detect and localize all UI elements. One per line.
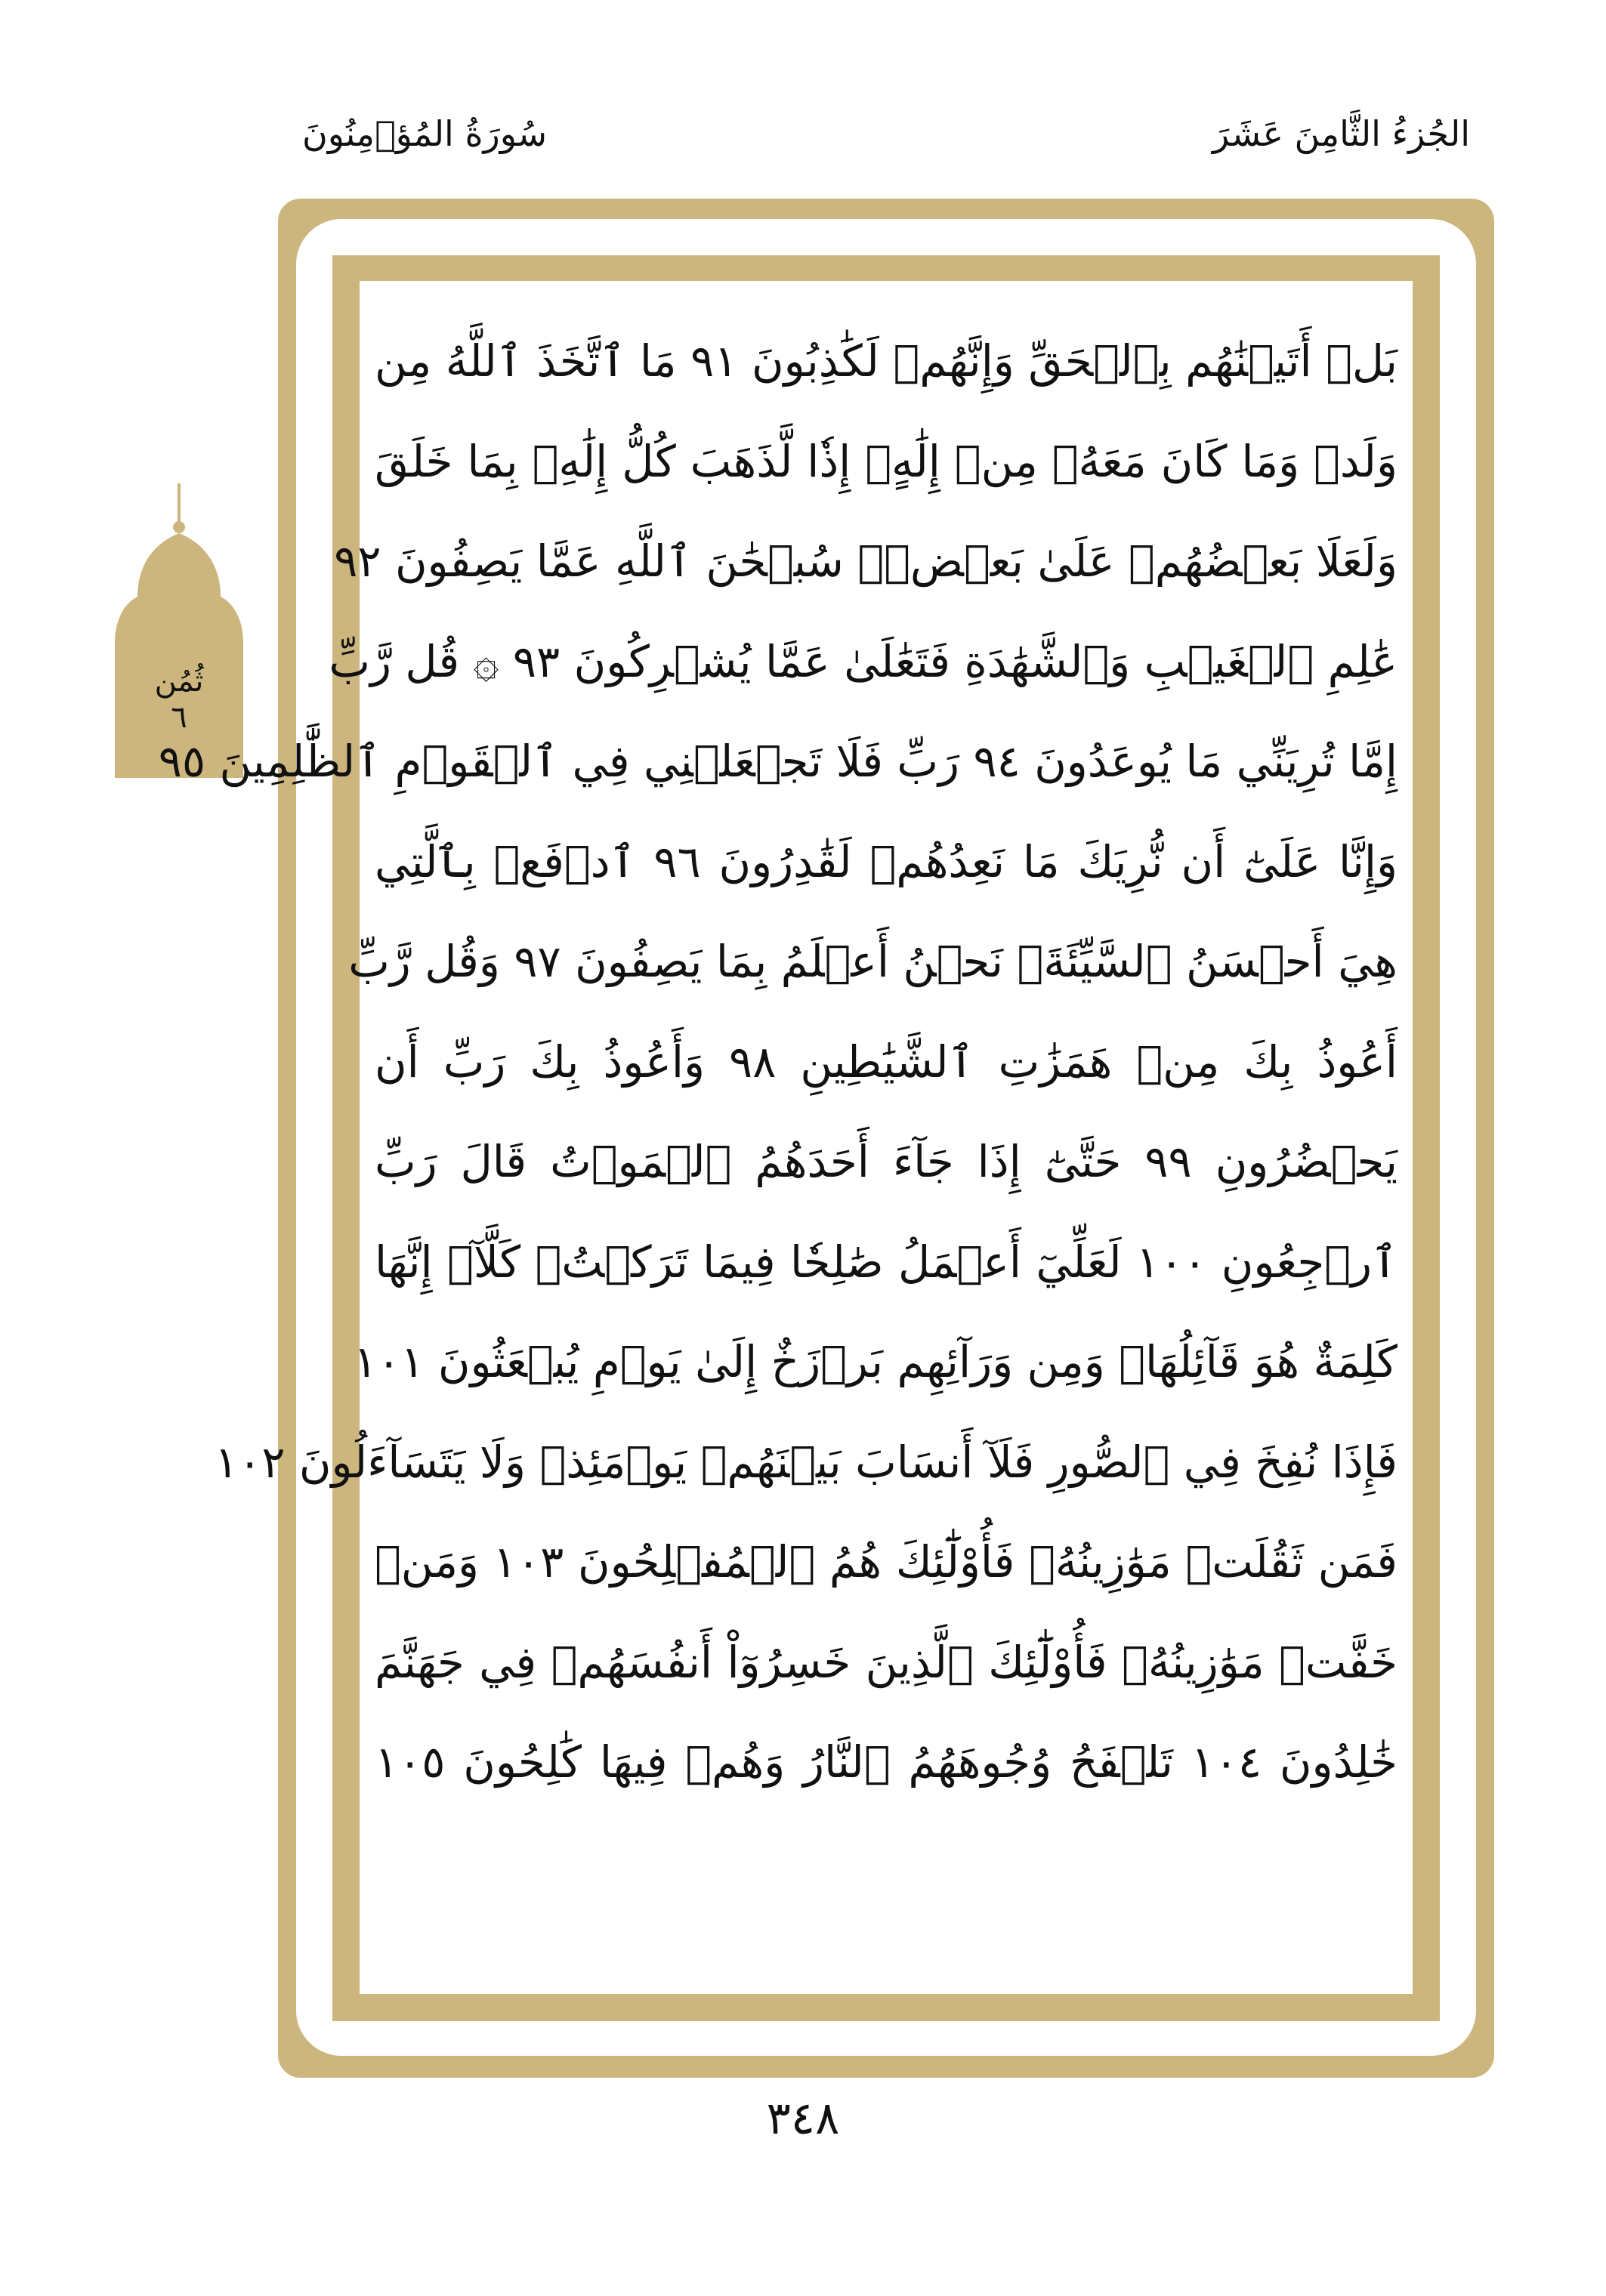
- verse-line: أَعُوذُ بِكَ مِنۡ هَمَزَٰتِ ٱلشَّيَٰطِينِ ٩٨ وَأَعُوذُ بِكَ رَبِّ أَن: [375, 1035, 1398, 1088]
- verse-line: كَلِمَةٌ هُوَ قَآئِلُهَاۖ وَمِن وَرَآئِهِم بَرۡزَخٌ إِلَىٰ يَوۡمِ يُبۡعَثُونَ ١٠١: [353, 1336, 1398, 1387]
- verse-line: وَإِنَّا عَلَىٰٓ أَن نُّرِيَكَ مَا نَعِدُهُمۡ لَقَٰدِرُونَ ٩٦ ٱدۡفَعۡ بِٱلَّتِي: [375, 835, 1398, 887]
- verse-line: فَمَن ثَقُلَتۡ مَوَٰزِينُهُۥ فَأُوْلَٰٓئِكَ هُمُ ٱلۡمُفۡلِحُونَ ١٠٣ وَمَنۡ: [375, 1536, 1398, 1588]
- verse-line: خَفَّتۡ مَوَٰزِينُهُۥ فَأُوْلَٰٓئِكَ ٱلَّذِينَ خَسِرُوٓاْ أَنفُسَهُمۡ فِي جَهَنَّمَ: [375, 1636, 1398, 1688]
- verse-line: عَٰلِمِ ٱلۡغَيۡبِ وَٱلشَّهَٰدَةِ فَتَعَٰلَىٰ عَمَّا يُشۡرِكُونَ ٩٣ ۞ قُل رَّبِّ: [329, 635, 1398, 687]
- hizb-label-text: ثُمُن: [154, 664, 204, 699]
- page-number: ٣٤٨: [766, 2092, 840, 2145]
- juz-header: الجُزءُ الثَّامِنَ عَشَرَ: [1212, 113, 1470, 154]
- verse-line: وَلَدٖ وَمَا كَانَ مَعَهُۥ مِنۡ إِلَٰهٍۚ إِذٗا لَّذَهَبَ كُلُّ إِلَٰهِۭ بِمَا خَلَقَ: [375, 435, 1398, 487]
- verse-line: وَلَعَلَا بَعۡضُهُمۡ عَلَىٰ بَعۡضٖۚ سُبۡحَٰنَ ٱللَّهِ عَمَّا يَصِفُونَ ٩٢: [334, 535, 1398, 587]
- verse-line: هِيَ أَحۡسَنُ ٱلسَّيِّئَةَۚ نَحۡنُ أَعۡلَمُ بِمَا يَصِفُونَ ٩٧ وَقُل رَّبِّ: [348, 936, 1398, 987]
- surah-header: سُورَةُ المُؤۡمِنُونَ: [302, 113, 548, 154]
- verse-line: إِمَّا تُرِيَنِّي مَا يُوعَدُونَ ٩٤ رَبِّ فَلَا تَجۡعَلۡنِي فِي ٱلۡقَوۡمِ ٱلظَّٰلِمِينَ ٩٥: [158, 736, 1398, 787]
- hizb-label-number: ٦: [171, 700, 187, 735]
- verse-line: يَحۡضُرُونِ ٩٩ حَتَّىٰٓ إِذَا جَآءَ أَحَدَهُمُ ٱلۡمَوۡتُ قَالَ رَبِّ: [375, 1136, 1398, 1187]
- verse-line: ٱرۡجِعُونِ ١٠٠ لَعَلِّيٓ أَعۡمَلُ صَٰلِحٗا فِيمَا تَرَكۡتُۚ كَلَّآۚ إِنَّهَا: [375, 1236, 1398, 1288]
- verse-line: بَلۡ أَتَيۡنَٰهُم بِٱلۡحَقِّ وَإِنَّهُمۡ لَكَٰذِبُونَ ٩١ مَا ٱتَّخَذَ ٱللَّهُ مِن: [375, 335, 1398, 387]
- verse-line: فَإِذَا نُفِخَ فِي ٱلصُّورِ فَلَآ أَنسَابَ بَيۡنَهُمۡ يَوۡمَئِذٖ وَلَا يَتَسَآءَلُونَ ١٠٢: [215, 1436, 1398, 1488]
- verse-line: خَٰلِدُونَ ١٠٤ تَلۡفَحُ وُجُوهَهُمُ ٱلنَّارُ وَهُمۡ فِيهَا كَٰلِحُونَ ١٠٥: [375, 1736, 1398, 1788]
